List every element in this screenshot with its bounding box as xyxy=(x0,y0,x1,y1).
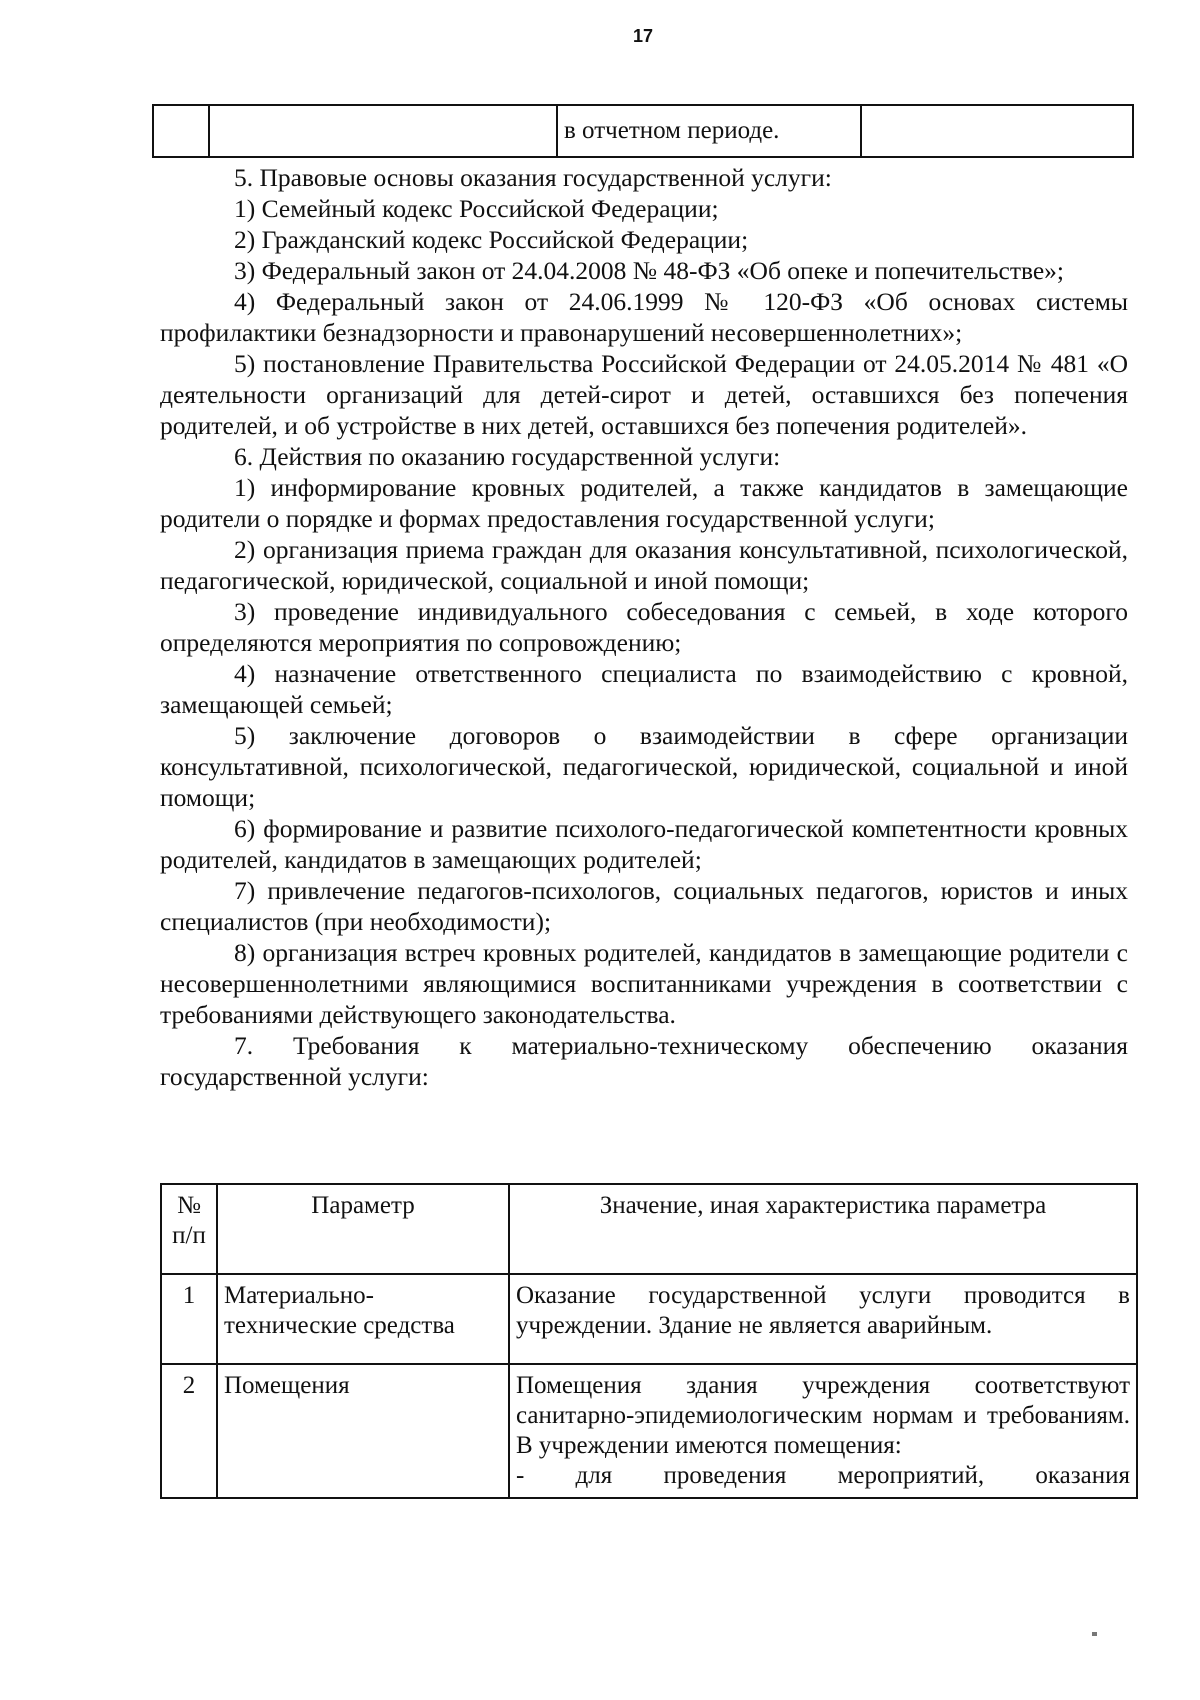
row-value xyxy=(509,1364,1137,1498)
list-item: 5) постановление Правительства Российской Федерации от 24.05.2014 № 481 «О деятельности организаций для детей-сирот и детей, оставшихся без попечения родителей, и об устройстве в них детей, оставшихся без попечения родителей». xyxy=(160,349,1128,440)
column-header-parameter: Параметр xyxy=(217,1184,509,1274)
row-parameter: Помещения xyxy=(217,1364,509,1498)
section-heading: 5. Правовые основы оказания государственной услуги: xyxy=(234,163,832,192)
table-row xyxy=(153,105,1133,157)
row-value-continuation: - для проведения мероприятий, оказания xyxy=(516,1462,1130,1489)
list-item: 7) привлечение педагогов-психологов, социальных педагогов, юристов и иных специалистов (при необходимости); xyxy=(160,876,1128,936)
column-header-value: Значение, иная характеристика параметра xyxy=(509,1184,1137,1274)
requirements-table xyxy=(160,1183,1138,1499)
document-body xyxy=(160,162,1128,1092)
list-item: 3) проведение индивидуального собеседования с семьей, в ходе которого определяются мероприятия по сопровождению; xyxy=(160,597,1128,657)
scan-artifact xyxy=(1092,1632,1097,1636)
table-cell xyxy=(209,105,557,157)
section-heading: 6. Действия по оказанию государственной услуги: xyxy=(234,442,781,471)
page-number: 17 xyxy=(632,26,654,46)
section-heading: 7. Требования к материально-техническому обеспечению оказания государственной услуги: xyxy=(160,1031,1128,1091)
list-item: 4) назначение ответственного специалиста по взаимодействию с кровной, замещающей семьей; xyxy=(160,659,1128,719)
list-item: 1) Семейный кодекс Российской Федерации; xyxy=(234,194,719,223)
list-item: 5) заключение договоров о взаимодействии в сфере организации консультативной, психологической, педагогической, юридической, социальной и иной помощи; xyxy=(160,721,1128,812)
list-item: 3) Федеральный закон от 24.04.2008 № 48-ФЗ «Об опеке и попечительстве»; xyxy=(234,256,1065,285)
column-header-number: № п/п xyxy=(161,1184,217,1274)
list-item: 8) организация встреч кровных родителей, кандидатов в замещающие родители с несовершеннолетними являющимися воспитанниками учреждения в соответствии с требованиями действующего законодательства. xyxy=(160,938,1128,1029)
list-item: 6) формирование и развитие психолого-педагогической компетентности кровных родителей, кандидатов в замещающих родителей; xyxy=(160,814,1128,874)
table-cell xyxy=(861,105,1133,157)
row-number: 1 xyxy=(161,1274,217,1364)
table-header-row xyxy=(161,1184,1137,1274)
row-value-text: Помещения здания учреждения соответствуют санитарно-эпидемиологическим нормам и требованиям. В учреждении имеются помещения: xyxy=(516,1372,1130,1459)
row-number: 2 xyxy=(161,1364,217,1498)
list-item: 1) информирование кровных родителей, а также кандидатов в замещающие родители о порядке и формах предоставления государственной услуги; xyxy=(160,473,1128,533)
list-item: 2) организация приема граждан для оказания консультативной, психологической, педагогической, юридической, социальной и иной помощи; xyxy=(160,535,1128,595)
list-item: 4) Федеральный закон от 24.06.1999 № 120-ФЗ «Об основах системы профилактики безнадзорности и правонарушений несовершеннолетних»; xyxy=(160,287,1128,347)
table-cell xyxy=(153,105,209,157)
row-value: Оказание государственной услуги проводится в учреждении. Здание не является аварийным. xyxy=(509,1274,1137,1364)
top-table-fragment xyxy=(152,104,1134,158)
row-parameter: Материально-технические средства xyxy=(217,1274,509,1364)
top-table-text: в отчетном периоде. xyxy=(557,105,861,157)
table-row xyxy=(161,1274,1137,1364)
list-item: 2) Гражданский кодекс Российской Федерации; xyxy=(234,225,749,254)
table-row xyxy=(161,1364,1137,1498)
